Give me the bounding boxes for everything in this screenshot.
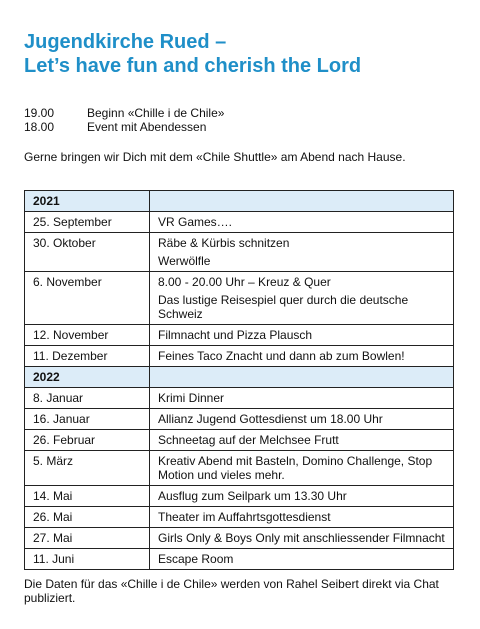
- table-row: [25, 212, 454, 233]
- event-line: Girls Only & Boys Only mit anschliessender Filmnacht: [158, 531, 445, 545]
- event-description: [150, 549, 454, 570]
- footer-note: Die Daten für das «Chille i de Chile» werden von Rahel Seibert direkt via Chat publiziert.: [24, 577, 439, 605]
- table-row: [25, 451, 454, 486]
- table-row: [25, 430, 454, 451]
- event-line: Theater im Auffahrtsgottesdienst: [158, 510, 331, 524]
- year-empty-cell: [150, 191, 454, 212]
- event-description: [150, 388, 454, 409]
- event-date: 25. September: [25, 212, 150, 233]
- event-date: 11. Dezember: [25, 346, 150, 367]
- event-description: [150, 325, 454, 346]
- table-row: [25, 507, 454, 528]
- event-line: Kreativ Abend mit Basteln, Domino Challenge, Stop Motion und vieles mehr.: [158, 454, 433, 482]
- time-value: 19.00: [24, 106, 55, 120]
- event-description: [150, 430, 454, 451]
- schedule-table: [24, 190, 454, 570]
- event-description: [150, 486, 454, 507]
- event-date: 14. Mai: [25, 486, 150, 507]
- event-description: [150, 346, 454, 367]
- title-line-1: Jugendkirche Rued –: [24, 31, 227, 53]
- year-cell: 2021: [25, 191, 150, 212]
- event-description: [150, 528, 454, 549]
- event-line: Escape Room: [158, 552, 234, 566]
- event-date: 8. Januar: [25, 388, 150, 409]
- event-description: [150, 507, 454, 528]
- event-date: 5. März: [25, 451, 150, 486]
- start-times: [24, 106, 224, 134]
- event-line: Ausflug zum Seilpark um 13.30 Uhr: [158, 489, 347, 503]
- time-value: 18.00: [24, 120, 55, 134]
- event-date: 11. Juni: [25, 549, 150, 570]
- year-cell: 2022: [25, 367, 150, 388]
- table-row: [25, 549, 454, 570]
- event-date: 6. November: [25, 272, 150, 325]
- event-description: [150, 212, 454, 233]
- event-line: Allianz Jugend Gottesdienst um 18.00 Uhr: [158, 412, 383, 426]
- event-date: 26. Februar: [25, 430, 150, 451]
- event-description: [150, 409, 454, 430]
- table-row: [25, 388, 454, 409]
- event-line: Räbe & Kürbis schnitzen: [158, 236, 290, 250]
- event-date: 30. Oktober: [25, 233, 150, 272]
- title-line-2: Let’s have fun and cherish the Lord: [24, 55, 362, 77]
- event-line: 8.00 - 20.00 Uhr – Kreuz & Quer: [158, 275, 331, 289]
- table-row: [25, 528, 454, 549]
- time-label: Event mit Abendessen: [87, 120, 207, 134]
- table-row: [25, 325, 454, 346]
- table-row: [25, 233, 454, 272]
- event-description: [150, 272, 454, 325]
- time-row: [24, 120, 224, 134]
- event-date: 26. Mai: [25, 507, 150, 528]
- event-line: Feines Taco Znacht und dann ab zum Bowlen!: [158, 349, 405, 363]
- event-date: 16. Januar: [25, 409, 150, 430]
- year-header-row: [25, 367, 454, 388]
- time-label: Beginn «Chille i de Chile»: [87, 106, 225, 120]
- event-line: VR Games….: [158, 215, 233, 229]
- year-empty-cell: [150, 367, 454, 388]
- table-row: [25, 409, 454, 430]
- event-date: 12. November: [25, 325, 150, 346]
- event-line: Filmnacht und Pizza Plausch: [158, 328, 313, 342]
- year-header-row: [25, 191, 454, 212]
- event-line: Schneetag auf der Melchsee Frutt: [158, 433, 339, 447]
- event-line: Krimi Dinner: [158, 391, 225, 405]
- intro-text: Gerne bringen wir Dich mit dem «Chile Shuttle» am Abend nach Hause.: [24, 150, 406, 164]
- event-description: [150, 233, 454, 272]
- table-row: [25, 486, 454, 507]
- event-line: Werwölfle: [158, 254, 211, 268]
- event-date: 27. Mai: [25, 528, 150, 549]
- time-row: [24, 106, 224, 120]
- page-title: [24, 30, 361, 78]
- table-row: [25, 272, 454, 325]
- event-description: [150, 451, 454, 486]
- event-line: Das lustige Reisespiel quer durch die deutsche Schweiz: [158, 293, 409, 321]
- table-row: [25, 346, 454, 367]
